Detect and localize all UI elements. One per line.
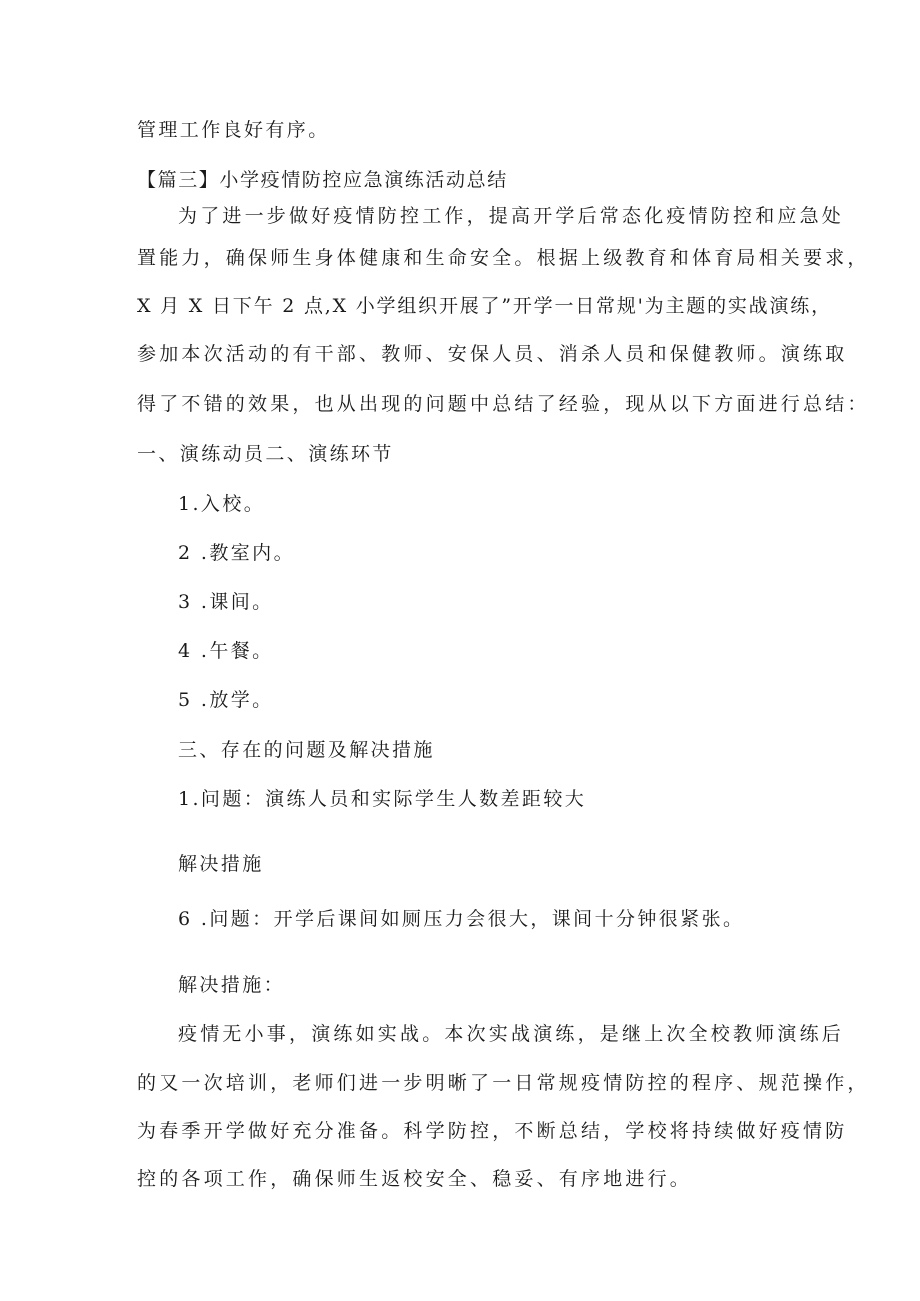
solution-label-1: 解决措施 <box>178 853 264 875</box>
step-item-2: 2 .教室内。 <box>178 542 295 564</box>
step-item-4: 4 .午餐。 <box>178 640 274 662</box>
intro-line-6: 一、演练动员二、演练环节 <box>137 443 394 465</box>
solution-label-2: 解决措施： <box>178 974 286 996</box>
conclusion-line-2: 的又一次培训，老师们进一步明晰了一日常规疫情防控的程序、规范操作， <box>137 1072 870 1094</box>
step-item-1: 1.入校。 <box>178 493 266 515</box>
problem-item-2: 6 .问题：开学后课间如厕压力会很大，课间十分钟很紧张。 <box>178 908 745 930</box>
intro-line-5: 得了不错的效果，也从出现的问题中总结了经验，现从以下方面进行总结： <box>137 393 870 415</box>
intro-line-1: 为了进一步做好疫情防控工作，提高开学后常态化疫情防控和应急处 <box>178 205 845 227</box>
section-heading: 【篇三】小学疫情防控应急演练活动总结 <box>137 169 508 191</box>
problem-item-1: 1.问题：演练人员和实际学生人数差距较大 <box>178 788 587 810</box>
conclusion-line-1: 疫情无小事，演练如实战。本次实战演练，是继上次全校教师演练后 <box>178 1023 845 1045</box>
intro-line-3: X 月 X 日下午 2 点,X 小学组织开展了”开学一日常规'为主题的实战演练， <box>137 295 832 317</box>
intro-line-4: 参加本次活动的有干部、教师、安保人员、消杀人员和保健教师。演练取 <box>137 343 848 365</box>
previous-section-tail: 管理工作良好有序。 <box>137 119 330 141</box>
intro-line-2: 置能力，确保师生身体健康和生命安全。根据上级教育和体育局相关要求， <box>137 247 870 269</box>
conclusion-line-4: 控的各项工作，确保师生返校安全、稳妥、有序地进行。 <box>137 1168 693 1190</box>
step-item-3: 3 .课间。 <box>178 591 274 613</box>
problems-heading: 三、存在的问题及解决措施 <box>178 739 435 761</box>
conclusion-line-3: 为春季开学做好充分准备。科学防控，不断总结，学校将持续做好疫情防 <box>137 1120 848 1142</box>
step-item-5: 5 .放学。 <box>178 689 274 711</box>
